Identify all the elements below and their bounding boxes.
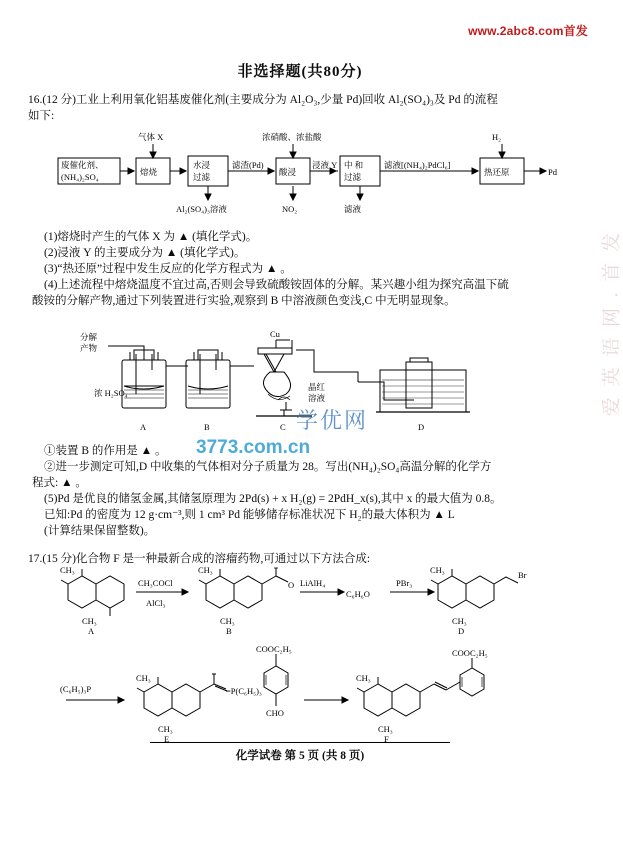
svg-text:O: O xyxy=(288,580,295,590)
svg-text:溶液: 溶液 xyxy=(308,393,326,403)
watermark-center: 学优网 xyxy=(296,408,369,433)
watermark-url: www.2abc8.com首发 xyxy=(468,24,588,38)
svg-text:PBr₃: PBr₃ xyxy=(396,578,413,588)
svg-text:熔烧: 熔烧 xyxy=(140,167,158,177)
svg-text:水浸: 水浸 xyxy=(193,160,211,170)
svg-text:B: B xyxy=(226,626,232,636)
svg-text:分解: 分解 xyxy=(80,332,98,342)
page-title: 非选择题(共80分) xyxy=(237,64,363,80)
svg-text:AlCl₃: AlCl₃ xyxy=(146,598,166,608)
q16-item-1: (1)熔烧时产生的气体 X 为 ▲ (填化学式)。 xyxy=(44,231,258,243)
svg-text:COOC₂H₅: COOC₂H₅ xyxy=(256,644,292,654)
q16-item-4-line1: (4)上述流程中熔烧温度不宜过高,否则会导致硫酸铵固体的分解。某兴趣小组为探究高温下硫 xyxy=(44,279,509,291)
svg-text:(NH₄)₂SO₄: (NH₄)₂SO₄ xyxy=(61,172,99,182)
q16-item-3: (3)“热还原”过程中发生反应的化学方程式为 ▲ 。 xyxy=(44,263,292,275)
svg-text:D: D xyxy=(458,626,465,636)
svg-text:酸浸: 酸浸 xyxy=(279,167,297,177)
q16-sub-2: ②进一步测定可知,D 中收集的气体相对分子质量为 28。写出(NH₄)₂SO₄高温分解的化学方 xyxy=(44,461,492,473)
svg-text:滤渣(Pd): 滤渣(Pd) xyxy=(232,160,264,170)
svg-text:A: A xyxy=(140,422,147,432)
svg-text:D: D xyxy=(418,422,425,432)
svg-text:A: A xyxy=(88,626,95,636)
svg-text:Br: Br xyxy=(518,570,527,580)
q16-sub-6: (计算结果保留整数)。 xyxy=(44,525,156,537)
q16-sub-5: 已知:Pd 的密度为 12 g·cm⁻³,则 1 cm³ Pd 能够储存标准状况下 H₂的最大体积为 ▲ L xyxy=(44,509,455,521)
svg-text:CH₃: CH₃ xyxy=(82,616,97,626)
watermark-diagonal: 爱 英 语 网 . 首 发 xyxy=(601,230,622,417)
svg-text:NO₂: NO₂ xyxy=(282,204,298,214)
svg-text:CH₃: CH₃ xyxy=(220,616,235,626)
svg-text:CHO: CHO xyxy=(266,708,284,718)
svg-text:F: F xyxy=(384,734,389,744)
question-17-stem: 17.(15 分)化合物 F 是一种最新合成的溶瘤药物,可通过以下方法合成: xyxy=(28,553,371,565)
svg-text:浓硝酸、浓盐酸: 浓硝酸、浓盐酸 xyxy=(262,132,322,142)
q16-item-2: (2)浸液 Y 的主要成分为 ▲ (填化学式)。 xyxy=(44,247,246,259)
svg-text:COOC₂H₅: COOC₂H₅ xyxy=(452,648,488,658)
svg-text:滤液: 滤液 xyxy=(344,204,362,214)
svg-text:过滤: 过滤 xyxy=(344,172,362,182)
q17-scheme-row1 xyxy=(60,566,540,636)
svg-text:C₆H₆O: C₆H₆O xyxy=(346,589,370,599)
svg-text:Pd: Pd xyxy=(548,167,557,177)
q16-sub-3: 程式: ▲ 。 xyxy=(32,477,87,489)
footer-text: 化学试卷 第 5 页 (共 8 页) xyxy=(235,750,365,762)
q16-item-4-line2: 酸铵的分解产物,通过下列装置进行实验,观察到 B 中溶液颜色变浅,C 中无明显现象。 xyxy=(32,295,456,307)
q16-flow-diagram xyxy=(40,126,560,221)
svg-text:CH₃: CH₃ xyxy=(158,724,173,734)
svg-text:CH₃: CH₃ xyxy=(198,565,213,575)
svg-text:晶红: 晶红 xyxy=(308,382,326,392)
svg-text:CH₃: CH₃ xyxy=(452,616,467,626)
q16-sub-1: ①装置 B 的作用是 ▲ 。 xyxy=(44,445,167,457)
svg-text:滤液[(NH₄)₂PdCl₆]: 滤液[(NH₄)₂PdCl₆] xyxy=(384,160,451,170)
svg-text:产物: 产物 xyxy=(80,343,98,353)
svg-text:CH₃COCl: CH₃COCl xyxy=(138,578,173,588)
svg-text:CH₃: CH₃ xyxy=(378,724,393,734)
svg-text:H₂: H₂ xyxy=(492,132,502,142)
svg-text:C: C xyxy=(280,422,286,432)
svg-text:中 和: 中 和 xyxy=(344,160,364,170)
svg-text:CH₃: CH₃ xyxy=(430,565,445,575)
svg-text:E: E xyxy=(164,734,170,744)
q16-stem-line2: 如下: xyxy=(28,110,55,122)
svg-text:CH₃: CH₃ xyxy=(356,673,371,683)
svg-text:CH₃: CH₃ xyxy=(136,673,151,683)
page-footer xyxy=(0,747,600,763)
svg-text:LiAlH₄: LiAlH₄ xyxy=(300,578,326,588)
svg-text:浸液 Y: 浸液 Y xyxy=(312,160,338,170)
svg-text:过滤: 过滤 xyxy=(193,172,211,182)
footer-divider xyxy=(150,742,450,743)
q16-stem-line1: 16.(12 分)工业上利用氧化铝基废催化剂(主要成分为 Al₂O₃,少量 Pd)回收 Al₂(SO₄)₃及 Pd 的流程 xyxy=(28,94,498,106)
q16-sub-4: (5)Pd 是优良的储氢金属,其储氢原理为 2Pd(s) + x H₂(g) = 2PdH_x(s),其中 x 的最大值为 0.8。 xyxy=(44,493,502,505)
svg-text:B: B xyxy=(204,422,210,432)
svg-text:Cu: Cu xyxy=(270,329,280,339)
svg-text:废催化剂、: 废催化剂、 xyxy=(61,160,104,170)
svg-text:Al₂(SO₄)₃溶液: Al₂(SO₄)₃溶液 xyxy=(176,204,227,214)
svg-text:(C₆H₅)₃P: (C₆H₅)₃P xyxy=(60,684,92,694)
question-16-stem xyxy=(28,92,576,124)
svg-text:浓 H₂SO₄: 浓 H₂SO₄ xyxy=(94,388,128,398)
svg-text:=P(C₆H₅)₃: =P(C₆H₅)₃ xyxy=(226,686,262,696)
watermark-number: 3773.com.cn xyxy=(196,437,311,458)
q17-scheme-row2 xyxy=(60,644,540,748)
svg-text:热还原: 热还原 xyxy=(484,167,510,177)
svg-text:气体 X: 气体 X xyxy=(138,132,164,142)
svg-text:CH₃: CH₃ xyxy=(60,565,75,575)
